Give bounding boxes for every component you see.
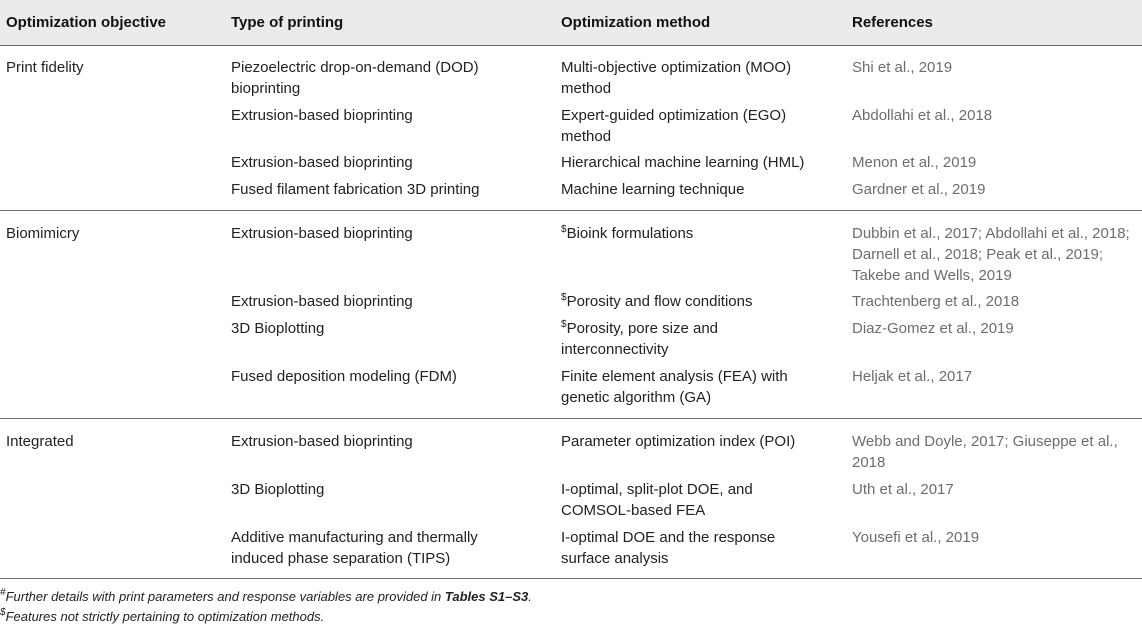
header-rule (0, 45, 1142, 46)
table-row-0-reference[interactable]: Shi et al., 2019 (852, 59, 953, 76)
header-optimization-objective: Optimization objective (6, 14, 167, 31)
table-row-8-reference[interactable]: Webb and Doyle, 2017; Giuseppe et al., 2018 (852, 433, 1118, 471)
table-row-9-reference[interactable]: Uth et al., 2017 (852, 481, 954, 498)
group-rule-biomimicry (0, 210, 1142, 211)
table-row-1-reference[interactable]: Abdollahi et al., 2018 (852, 107, 993, 124)
table-row-5-reference[interactable]: Trachtenberg et al., 2018 (852, 293, 1020, 310)
table-row-6-printing: 3D Bioplotting (231, 320, 325, 337)
table-row-5-printing: Extrusion-based bioprinting (231, 293, 413, 310)
table-row-10-reference[interactable]: Yousefi et al., 2019 (852, 529, 980, 546)
table-row-9-method: I-optimal, split-plot DOE, and COMSOL-based FEA (561, 481, 753, 519)
table-row-4-method: $Bioink formulations (561, 224, 694, 242)
table-row-0-method: Multi-objective optimization (MOO) method (561, 59, 792, 97)
table-row-2-reference[interactable]: Menon et al., 2019 (852, 154, 977, 171)
table-row-6-reference[interactable]: Diaz-Gomez et al., 2019 (852, 320, 1014, 337)
table-row-7-reference[interactable]: Heljak et al., 2017 (852, 368, 973, 385)
table-row-8-method: Parameter optimization index (POI) (561, 433, 796, 450)
table-row-6-method: $Porosity, pore size and interconnectivity (561, 319, 719, 358)
table-row-3-reference[interactable]: Gardner et al., 2019 (852, 181, 986, 198)
table-bottom-rule (0, 578, 1142, 579)
objective-biomimicry: Biomimicry (6, 225, 80, 242)
table-row-7-printing: Fused deposition modeling (FDM) (231, 368, 457, 385)
table-row-10-method: I-optimal DOE and the response surface analysis (561, 529, 776, 567)
table-row-4-printing: Extrusion-based bioprinting (231, 225, 413, 242)
table-row-3-printing: Fused filament fabrication 3D printing (231, 181, 480, 198)
footnote-dollar: $Features not strictly pertaining to optimization methods. (0, 607, 325, 624)
header-references: References (852, 14, 933, 31)
footnote-tables-link[interactable]: Tables S1–S3 (444, 589, 529, 604)
objective-integrated: Integrated (6, 433, 74, 450)
table-row-5-method: $Porosity and flow conditions (561, 292, 753, 310)
table-row-2-method: Hierarchical machine learning (HML) (561, 154, 805, 171)
table-row-3-method: Machine learning technique (561, 181, 745, 198)
header-optimization-method: Optimization method (561, 14, 711, 31)
objective-print-fidelity: Print fidelity (6, 59, 84, 76)
table-row-0-printing: Piezoelectric drop-on-demand (DOD) bioprinting (231, 59, 479, 97)
table-row-4-reference[interactable]: Dubbin et al., 2017; Abdollahi et al., 2018; Darnell et al., 2018; Peak et al., 2019; Takebe and Wells, 2019 (852, 225, 1130, 284)
table-row-10-printing: Additive manufacturing and thermally induced phase separation (TIPS) (231, 529, 478, 567)
table-row-1-method: Expert-guided optimization (EGO) method (561, 107, 787, 145)
group-rule-integrated (0, 418, 1142, 419)
table-row-9-printing: 3D Bioplotting (231, 481, 325, 498)
table-row-2-printing: Extrusion-based bioprinting (231, 154, 413, 171)
footnote-hash: #Further details with print parameters and response variables are provided in Tables S1–S3. (0, 587, 532, 604)
table-row-8-printing: Extrusion-based bioprinting (231, 433, 413, 450)
table-row-1-printing: Extrusion-based bioprinting (231, 107, 413, 124)
table-row-7-method: Finite element analysis (FEA) with genetic algorithm (GA) (561, 368, 788, 406)
header-type-of-printing: Type of printing (231, 14, 344, 31)
